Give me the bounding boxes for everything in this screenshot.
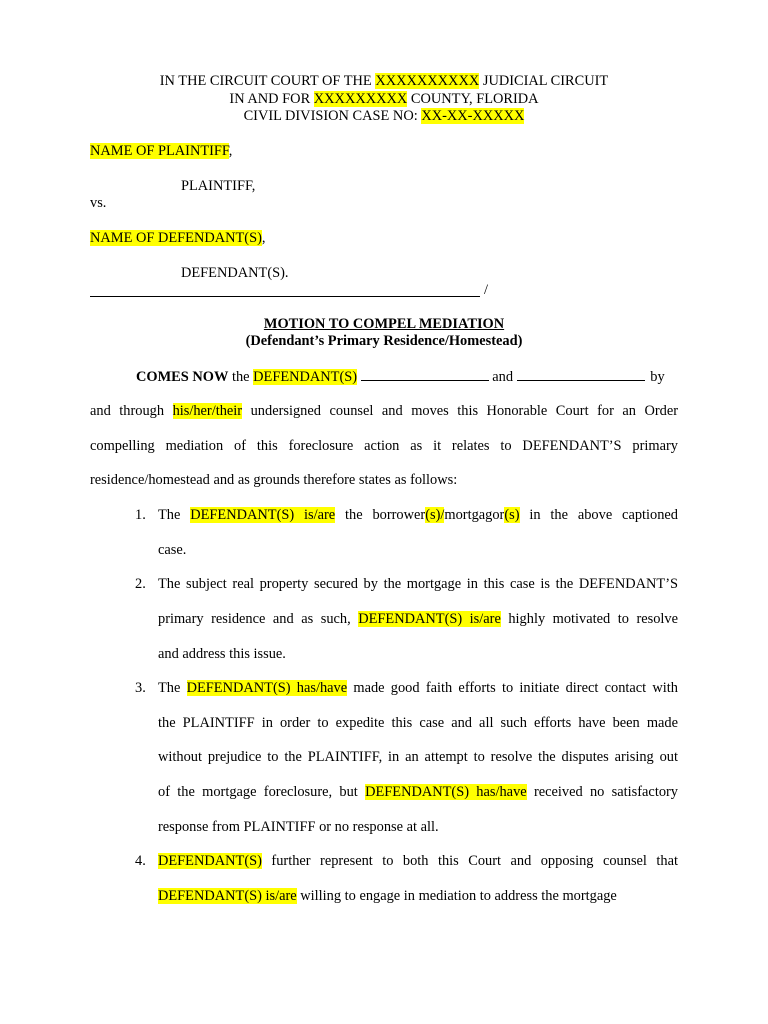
- placeholder-defendant-hashave: DEFENDANT(S) has/have: [186, 680, 348, 696]
- intro-line-4: residence/homestead and as grounds therefore states as follows:: [90, 472, 458, 488]
- item3-line1: [158, 679, 678, 697]
- comma: ,: [261, 230, 266, 246]
- intro-text: and through: [90, 403, 173, 419]
- placeholder-pronoun: his/her/their: [172, 403, 243, 419]
- item-number: 4.: [135, 853, 146, 869]
- court-caption-line3: [0, 107, 768, 125]
- item-text: the borrower: [335, 507, 426, 523]
- item-text: in the above captioned: [519, 507, 678, 523]
- placeholder-defendant-isare: DEFENDANT(S) is/are: [190, 507, 336, 523]
- placeholder-defendant: DEFENDANT(S): [253, 369, 358, 385]
- item1-line2: case.: [158, 542, 187, 558]
- plaintiff-name-line: [90, 142, 232, 160]
- placeholder-plaintiff-name: NAME OF PLAINTIFF: [90, 143, 229, 159]
- caption-text: IN THE CIRCUIT COURT OF THE: [159, 73, 376, 89]
- caption-text: CIVIL DIVISION CASE NO:: [243, 108, 422, 124]
- intro-text: by: [646, 369, 665, 385]
- item2-line2: [158, 610, 678, 628]
- item3-line3: without prejudice to the PLAINTIFF, in an attempt to resolve the disputes arising out: [158, 749, 678, 765]
- placeholder-defendant: DEFENDANT(S): [158, 853, 262, 869]
- placeholder-county: XXXXXXXXX: [313, 91, 408, 107]
- court-caption-line1: [0, 72, 768, 90]
- placeholder-circuit: XXXXXXXXXX: [375, 73, 480, 89]
- item2-line1: The subject real property secured by the mortgage in this case is the DEFENDANT’S: [158, 576, 678, 592]
- motion-title-text: MOTION TO COMPEL MEDIATION: [263, 316, 505, 332]
- item4-line1: [158, 852, 678, 870]
- item-text: of the mortgage foreclosure, but: [158, 784, 366, 800]
- placeholder-plural: (s): [504, 507, 520, 523]
- intro-text: undersigned counsel and moves this Honorable Court for an Order: [242, 403, 678, 419]
- caption-divider-line: [90, 296, 480, 297]
- item-number: 3.: [135, 680, 146, 696]
- blank-line: [517, 368, 645, 381]
- motion-subtitle: [0, 332, 768, 350]
- caption-text: IN AND FOR: [229, 91, 314, 107]
- item-text: mortgagor: [444, 507, 505, 523]
- item3-line2: the PLAINTIFF in order to expedite this case and all such efforts have been made: [158, 715, 678, 731]
- caption-slash: /: [484, 282, 488, 298]
- court-caption-line2: [0, 90, 768, 108]
- plaintiff-role: PLAINTIFF,: [181, 178, 256, 194]
- item-text: highly motivated to resolve: [500, 611, 678, 627]
- placeholder-defendant-isare: DEFENDANT(S) is/are: [358, 611, 501, 627]
- motion-subtitle-text: (Defendant’s Primary Residence/Homestead): [245, 333, 523, 349]
- item2-line3: and address this issue.: [158, 646, 286, 662]
- intro-text: the: [228, 369, 254, 385]
- placeholder-plural: (s)/: [425, 507, 445, 523]
- caption-text: COUNTY, FLORIDA: [407, 91, 539, 107]
- placeholder-defendant-isare: DEFENDANT(S) is/are: [158, 888, 297, 904]
- intro-text: and: [488, 369, 517, 385]
- intro-line-2: [90, 402, 678, 420]
- item4-line2: [158, 887, 617, 905]
- item-text: received no satisfactory: [526, 784, 679, 800]
- placeholder-defendant-hashave: DEFENDANT(S) has/have: [365, 784, 527, 800]
- comes-now: COMES NOW: [136, 369, 229, 385]
- item-text: further represent to both this Court and opposing counsel that: [261, 853, 678, 869]
- item-number: 2.: [135, 576, 146, 592]
- versus-label: vs.: [90, 195, 107, 211]
- placeholder-case-number: XX-XX-XXXXX: [421, 108, 525, 124]
- item-text: The: [158, 507, 191, 523]
- defendant-role: DEFENDANT(S).: [181, 265, 289, 281]
- item3-line5: response from PLAINTIFF or no response at all.: [158, 819, 439, 835]
- item-text: willing to engage in mediation to address the mortgage: [296, 888, 617, 904]
- blank-line: [361, 368, 489, 381]
- item-number: 1.: [135, 507, 146, 523]
- item3-line4: [158, 783, 678, 801]
- motion-title: [0, 315, 768, 333]
- item-text: The: [158, 680, 187, 696]
- comma: ,: [228, 143, 233, 159]
- placeholder-defendant-name: NAME OF DEFENDANT(S): [90, 230, 262, 246]
- item1-line1: [158, 506, 678, 524]
- item-text: primary residence and as such,: [158, 611, 359, 627]
- intro-line-1: [136, 368, 678, 386]
- intro-line-3: compelling mediation of this foreclosure action as it relates to DEFENDANT’S primary: [90, 438, 678, 454]
- item-text: made good faith efforts to initiate direct contact with: [347, 680, 678, 696]
- caption-text: JUDICIAL CIRCUIT: [479, 73, 609, 89]
- defendant-name-line: [90, 229, 266, 247]
